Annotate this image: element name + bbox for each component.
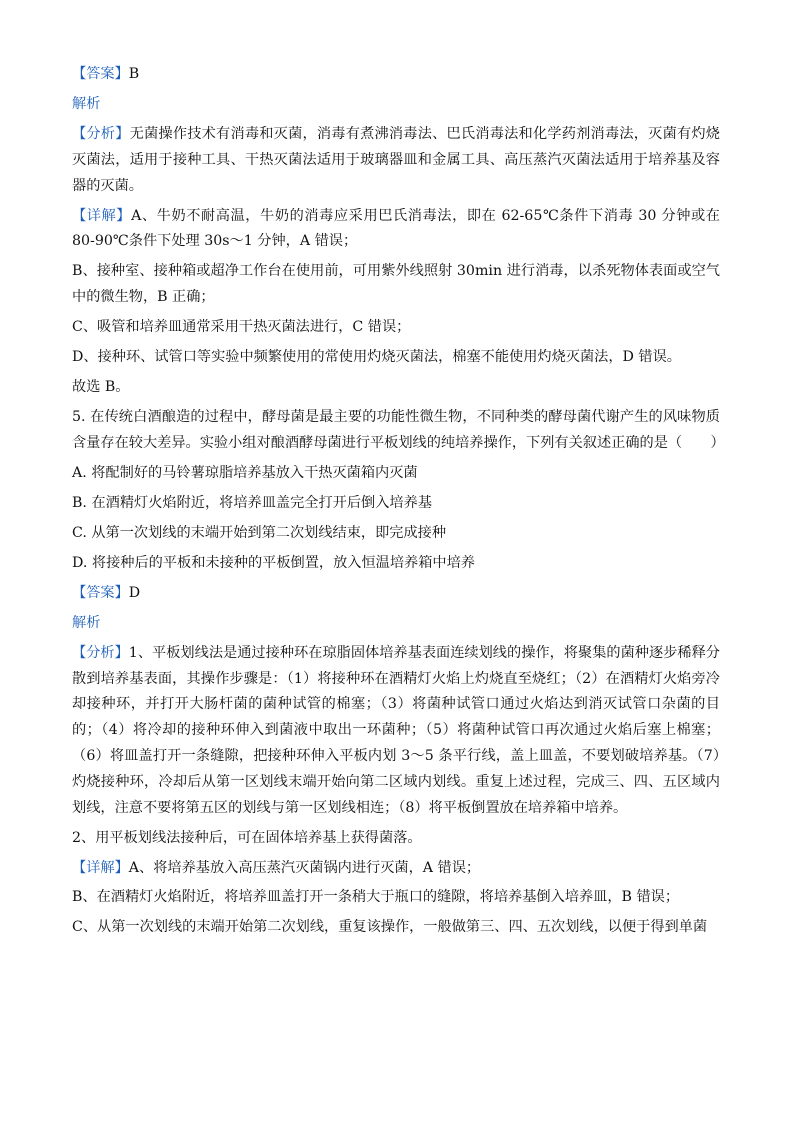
question-text: 5. 在传统白酒酿造的过程中，酵母菌是最主要的功能性微生物，不同种类的酵母菌代谢产生的风味物质含量存在较大差异。实验小组对酿酒酵母菌进行平板划线的纯培养操作，下列有关叙述正确的是（ ） [72, 409, 725, 451]
detail-paragraph-q5-b [72, 885, 720, 911]
detail-paragraph-q4-d [72, 345, 720, 371]
analysis-text: 无菌操作技术有消毒和灭菌，消毒有煮沸消毒法、巴氏消毒法和化学药剂消毒法，灭菌有灼烧灭菌法，适用于接种工具、干热灭菌法适用于玻璃器皿和金属工具、高压蒸汽灭菌法适用于培养基及容器的灭菌。 [72, 125, 720, 194]
option-text: C. 从第一次划线的末端开始到第二次划线结束，即完成接种 [72, 524, 447, 541]
detail-paragraph-q4-a [72, 204, 720, 256]
detail-tag: 【详解】 [72, 859, 129, 876]
detail-text: C、从第一次划线的末端开始第二次划线，重复该操作，一般做第三、四、五次划线，以便于得到单菌 [72, 919, 708, 936]
detail-paragraph-q5-c [72, 915, 720, 941]
question-5-option-a [72, 461, 720, 487]
analysis-tag: 【分析】 [72, 644, 129, 661]
explanation-heading-q5 [72, 611, 720, 637]
detail-text: A、牛奶不耐高温，牛奶的消毒应采用巴氏消毒法，即在 62-65℃条件下消毒 30 分钟或在 80-90℃条件下处理 30s～1 分钟，A 错误； [72, 207, 720, 250]
analysis-text: 1、平板划线法是通过接种环在琼脂固体培养基表面连续划线的操作，将聚集的菌种逐步稀释分散到培养基表面，其操作步骤是：（1）将接种环在酒精灯火焰上灼烧直至烧红；（2）在酒精灯火焰旁冷却接种环，并打开大肠杆菌的菌种试管的棉塞；（3）将菌种试管口通过火焰达到消灭试管口杂菌的目的；（4）将冷却的接种环伸入到菌液中取出一环菌种；（5）将菌种试管口再次通过火焰后塞上棉塞；（6）将皿盖打开一条缝隙，把接种环伸入平板内划 3～5 条平行线，盖上皿盖，不要划破培养基。（7）灼烧接种环，冷却后从第一区划线末端开始向第二区域内划线。重复上述过程，完成三、四、五区域内划线，注意不要将第五区的划线与第一区划线相连；（8）将平板倒置放在培养箱中培养。 [72, 644, 720, 816]
conclusion-q4 [72, 375, 720, 401]
detail-paragraph-q4-b [72, 259, 720, 311]
document-body [72, 62, 725, 941]
detail-paragraph-q4-c [72, 315, 720, 341]
detail-tag: 【详解】 [72, 207, 132, 224]
option-text: A. 将配制好的马铃薯琼脂培养基放入干热灭菌箱内灭菌 [72, 464, 418, 481]
detail-paragraph-q5-a [72, 856, 720, 882]
detail-text: C、吸管和培养皿通常采用干热灭菌法进行，C 错误； [72, 319, 411, 336]
question-5-option-b [72, 491, 720, 517]
option-text: B. 在酒精灯火焰附近，将培养皿盖完全打开后倒入培养基 [72, 494, 432, 511]
answer-tag: 【答案】 [72, 584, 129, 601]
question-5-option-d [72, 551, 720, 577]
detail-text: B、接种室、接种箱或超净工作台在使用前，可用紫外线照射 30min 进行消毒，以杀死物体表面或空气中的微生物，B 正确； [72, 263, 720, 306]
answer-text: D [128, 584, 141, 601]
answer-text: B [128, 66, 140, 82]
analysis-paragraph-q4 [72, 122, 720, 199]
analysis-point-2-q5 [72, 826, 720, 852]
analysis-paragraph-q5 [72, 641, 720, 822]
answer-line-q4 [72, 62, 720, 88]
answer-tag: 【答案】 [72, 66, 129, 82]
analysis-tag: 【分析】 [72, 125, 130, 142]
answer-line-q5 [72, 581, 720, 607]
explanation-heading-text: 解析 [72, 614, 101, 631]
explanation-heading-text: 解析 [72, 95, 101, 112]
conclusion-text: 故选 B。 [72, 379, 130, 396]
detail-text: D、接种环、试管口等实验中频繁使用的常使用灼烧灭菌法，棉塞不能使用灼烧灭菌法，D 错误。 [72, 349, 681, 366]
analysis-text: 2、用平板划线法接种后，可在固体培养基上获得菌落。 [72, 829, 422, 846]
detail-text: B、在酒精灯火焰附近，将培养皿盖打开一条稍大于瓶口的缝隙，将培养基倒入培养皿，B 错误； [72, 889, 680, 906]
question-5-option-c [72, 521, 720, 547]
detail-text: A、将培养基放入高压蒸汽灭菌锅内进行灭菌，A 错误； [128, 859, 481, 876]
explanation-heading-q4 [72, 92, 720, 118]
question-5-stem [72, 405, 725, 457]
option-text: D. 将接种后的平板和未接种的平板倒置，放入恒温培养箱中培养 [72, 554, 475, 571]
